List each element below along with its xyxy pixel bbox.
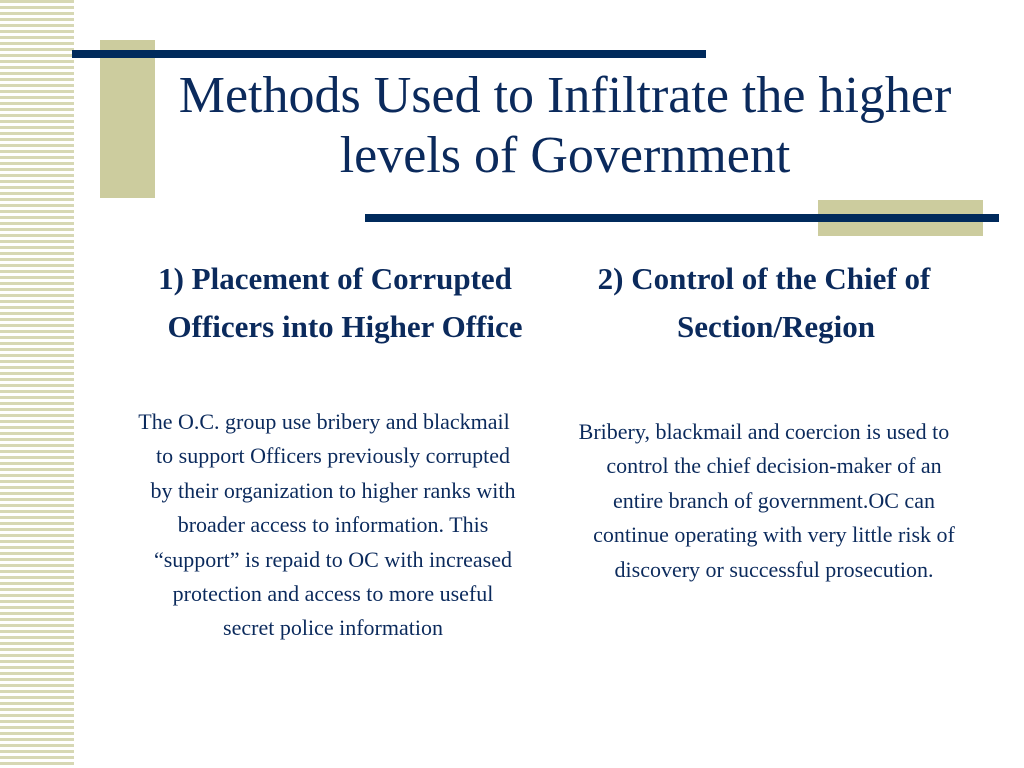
column-1-heading: 1) Placement of Corrupted Officers into Higher Office	[158, 261, 523, 344]
title-rule-top	[72, 50, 706, 58]
slide-title: Methods Used to Infiltrate the higher levels of Government	[178, 67, 952, 184]
column-1-body: The O.C. group use bribery and blackmail to support Officers previously corrupted by their organization to higher ranks with broader access to information. This “support” is repaid to OC with increased protection and access to more useful secret police information	[138, 409, 516, 641]
title-rule-bottom	[365, 214, 999, 222]
column-2-body: Bribery, blackmail and coercion is used to control the chief decision-maker of an entire branch of government.OC can continue operating with very little risk of discovery or successful prosecution.	[578, 419, 955, 582]
decorative-stripe-band	[0, 0, 74, 768]
column-2-heading: 2) Control of the Chief of Section/Region	[597, 261, 931, 344]
decorative-block-top	[100, 40, 155, 198]
